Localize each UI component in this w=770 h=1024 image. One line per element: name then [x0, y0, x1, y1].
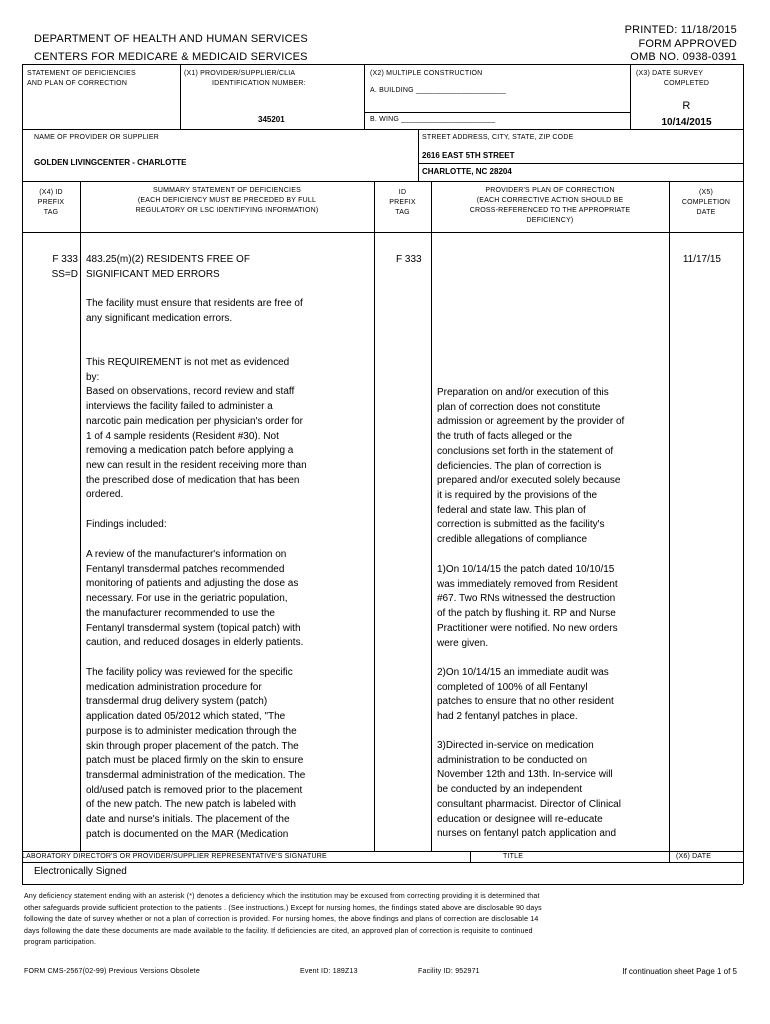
id-label: ID: [398, 189, 407, 196]
x4-prefix-label: PREFIX: [37, 199, 65, 206]
signature-label: LABORATORY DIRECTOR'S OR PROVIDER/SUPPLIER REPRESENTATIVE'S SIGNATURE: [22, 853, 327, 860]
deficiency-paragraph-2: This REQUIREMENT is not met as evidenced by: Based on observations, record review and staff interviews the facility failed to administer a narcotic pain medication per physician's order for 1 of 4 sample residents (Resident #30). Not removing a medication patch before applying a new can result in the resident receiving more than the prescribed dose of medication that has been ordered.: [86, 357, 307, 501]
department-title: DEPARTMENT OF HEALTH AND HUMAN SERVICES: [34, 33, 308, 45]
x6-date-label: (X6) DATE: [676, 853, 712, 860]
deficiency-paragraph-1: The facility must ensure that residents are free of any significant medication errors.: [86, 298, 303, 324]
wing-label: B. WING _______________________: [370, 116, 496, 123]
plan-paragraph-1: Preparation on and/or execution of this plan of correction does not constitute admission or agreement by the provider of the truth of facts alleged or the conclusions set forth in the statement of deficiencies. The plan of correction is prepared and/or executed solely because it is required by the provisions of the federal and state law. This plan of correction is submitted as the facility's credible allegations of compliance: [437, 387, 625, 546]
deficiency-title-line2: SIGNIFICANT MED ERRORS: [86, 269, 220, 280]
x1-label-line1: (X1) PROVIDER/SUPPLIER/CLIA: [184, 70, 296, 77]
severity-code: SS=D: [51, 269, 78, 280]
provider-number: 345201: [258, 115, 285, 124]
survey-date: 10/14/2015: [661, 117, 712, 128]
x3-label-line2: COMPLETED: [663, 80, 710, 87]
x4-id-label: (X4) ID: [39, 189, 63, 196]
deficiency-title-line1: 483.25(m)(2) RESIDENTS FREE OF: [86, 254, 250, 265]
id-prefix-label: PREFIX: [389, 199, 416, 206]
summary-header-line3: REGULATORY OR LSC IDENTIFYING INFORMATION): [135, 207, 319, 214]
deficiency-paragraph-3: Findings included:: [86, 519, 167, 530]
summary-header-line1: SUMMARY STATEMENT OF DEFICIENCIES: [153, 187, 301, 194]
deficiency-paragraph-5: The facility policy was reviewed for the specific medication administration procedure for transdermal drug delivery system (patch) application dated 05/2012 which stated, "The purpose is to administer medication through the skin through proper placement of the patch. The patch must be placed firmly on the skin to ensure transdermal administration of the medication. The old/used patch is removed prior to the placement of the new patch. The new patch is labeled with date and nurse's initials. The placement of the patch is documented on the MAR (Medication: [86, 667, 306, 840]
omb-number: OMB NO. 0938-0391: [630, 51, 737, 63]
street-address: 2616 EAST 5TH STREET: [422, 151, 515, 160]
provider-name-label: NAME OF PROVIDER OR SUPPLIER: [34, 134, 160, 141]
building-label: A. BUILDING ______________________: [370, 87, 507, 94]
event-id: Event ID: 189Z13: [300, 968, 358, 975]
plan-paragraph-3: 2)On 10/14/15 an immediate audit was completed of 100% of all Fentanyl patches to ensure that no other resident had 2 fentanyl patches in place.: [437, 667, 614, 723]
id-tag-label: TAG: [395, 209, 410, 216]
statement-label-line2: AND PLAN OF CORRECTION: [27, 80, 128, 87]
agency-title: CENTERS FOR MEDICARE & MEDICAID SERVICES: [34, 51, 308, 63]
address-label: STREET ADDRESS, CITY, STATE, ZIP CODE: [422, 134, 574, 141]
x4-tag-label: TAG: [43, 209, 59, 216]
summary-header-line2: (EACH DEFICIENCY MUST BE PRECEDED BY FULL: [137, 197, 317, 204]
x3-letter: R: [682, 100, 691, 112]
printed-date: PRINTED: 11/18/2015: [624, 24, 737, 36]
form-approved: FORM APPROVED: [638, 38, 737, 50]
title-label: TITLE: [503, 853, 524, 860]
plan-paragraph-4: 3)Directed in-service on medication administration to be conducted on November 12th and 13th. In-service will be conducted by an independent consultant pharmacist. Director of Clinical education or designee will re-educate nurses on fentanyl patch application and: [437, 740, 621, 840]
provider-name: GOLDEN LIVINGCENTER - CHARLOTTE: [34, 158, 187, 167]
disclaimer: Any deficiency statement ending with an asterisk (*) denotes a deficiency which the institution may be excused from correcting providing it is determined that other safeguards provide sufficient protection to the patients . (See instructions.) Except for nursing homes, the findings stated above are disclosable 90 days following the date of survey whether or not a plan of correction is provided. For nursing homes, the above findings and plans of correction are disclosable 14 days following the date these documents are made available to the facility. If deficiencies are cited, an approved plan of correction is requisite to continued program participation.: [24, 893, 542, 947]
statement-label-line1: STATEMENT OF DEFICIENCIES: [27, 70, 136, 77]
electronic-signature: Electronically Signed: [34, 866, 127, 877]
completion-date-label: DATE: [696, 209, 716, 216]
continuation-page: If continuation sheet Page 1 of 5: [622, 967, 737, 976]
plan-header-line3: CROSS-REFERENCED TO THE APPROPRIATE: [469, 207, 631, 214]
completion-label: COMPLETION: [681, 199, 731, 206]
form-id: FORM CMS-2567(02-99) Previous Versions Obsolete: [24, 968, 200, 975]
x1-label-line2: IDENTIFICATION NUMBER:: [212, 80, 306, 87]
plan-id-tag: F 333: [396, 254, 422, 265]
x2-label: (X2) MULTIPLE CONSTRUCTION: [370, 70, 483, 77]
deficiency-paragraph-4: A review of the manufacturer's information on Fentanyl transdermal patches recommended monitoring of patients and adjusting the dose as necessary. For use in the geriatric population, the manufacturer recommended to use the Fentanyl transdermal system (topical patch) with caution, and reduced dosages in elderly patients.: [86, 549, 304, 649]
x3-label-line1: (X3) DATE SURVEY: [636, 70, 704, 77]
completion-date: 11/17/15: [682, 254, 721, 265]
plan-header-line4: DEFICIENCY): [526, 217, 574, 224]
city-state-zip: CHARLOTTE, NC 28204: [422, 167, 512, 176]
plan-header-line2: (EACH CORRECTIVE ACTION SHOULD BE: [476, 197, 624, 204]
plan-header-line1: PROVIDER'S PLAN OF CORRECTION: [485, 187, 615, 194]
plan-paragraph-2: 1)On 10/14/15 the patch dated 10/10/15 was immediately removed from Resident #67. Two RNs witnessed the destruction of the patch by flushing it. RP and Nurse Practitioner were notified. No new orders were given.: [437, 564, 618, 649]
facility-id: Facility ID: 952971: [418, 968, 480, 975]
deficiency-tag: F 333: [52, 254, 78, 265]
x5-label: (X5): [698, 189, 714, 196]
